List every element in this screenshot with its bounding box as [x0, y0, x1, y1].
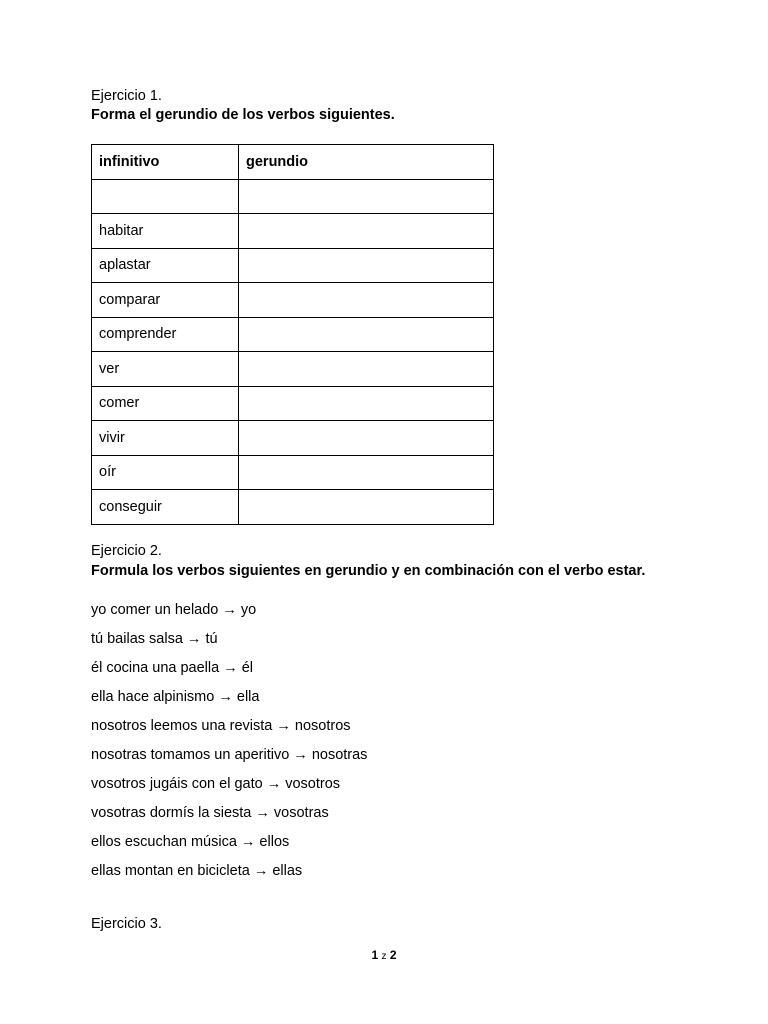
- exercise2-instruction: Formula los verbos siguientes en gerundio y en combinación con el verbo estar.: [91, 563, 646, 579]
- list-item: vosotros jugáis con el gato → vosotros: [91, 776, 341, 792]
- exercise1-instruction: Forma el gerundio de los verbos siguientes.: [91, 107, 395, 123]
- list-item: él cocina una paella → él: [91, 660, 254, 676]
- list-item: nosotros leemos una revista → nosotros: [91, 718, 351, 734]
- page-footer: [0, 947, 768, 965]
- list-item: ellas montan en bicicleta → ellas: [91, 863, 303, 879]
- gerund-cell: [239, 283, 494, 318]
- infinitive-cell: ver: [92, 352, 239, 387]
- infinitive-cell: habitar: [92, 214, 239, 249]
- gerund-cell: [239, 455, 494, 490]
- infinitive-cell: vivir: [92, 421, 239, 456]
- gerund-cell: [239, 386, 494, 421]
- gerund-cell: [239, 248, 494, 283]
- table-row: [92, 214, 494, 249]
- gerund-cell: [239, 421, 494, 456]
- infinitive-cell: comprender: [92, 317, 239, 352]
- infinitive-cell: oír: [92, 455, 239, 490]
- gerund-cell: [239, 317, 494, 352]
- page-number: 1: [371, 948, 379, 962]
- page-separator: z: [381, 951, 387, 962]
- gerund-cell: [239, 352, 494, 387]
- table-row: [92, 490, 494, 525]
- exercise2-title: Ejercicio 2.: [91, 543, 162, 559]
- list-item: ella hace alpinismo → ella: [91, 689, 260, 705]
- infinitive-cell: comer: [92, 386, 239, 421]
- exercise2-list: [91, 599, 367, 889]
- infinitive-cell: aplastar: [92, 248, 239, 283]
- verb-table: [91, 144, 494, 525]
- table-row: [92, 283, 494, 318]
- infinitive-cell: comparar: [92, 283, 239, 318]
- table-row: [92, 248, 494, 283]
- list-item: tú bailas salsa → tú: [91, 631, 218, 647]
- infinitive-cell: [92, 179, 239, 214]
- gerund-cell: [239, 179, 494, 214]
- table-row: [92, 179, 494, 214]
- list-item: yo comer un helado → yo: [91, 602, 257, 618]
- list-item: vosotras dormís la siesta → vosotras: [91, 805, 329, 821]
- list-item: nosotras tomamos un aperitivo → nosotras: [91, 747, 368, 763]
- exercise1-title: Ejercicio 1.: [91, 88, 162, 104]
- gerund-cell: [239, 214, 494, 249]
- table-header-row: [92, 145, 494, 180]
- gerund-cell: [239, 490, 494, 525]
- exercise3-title: Ejercicio 3.: [91, 916, 162, 932]
- table-row: [92, 317, 494, 352]
- list-item: ellos escuchan música → ellos: [91, 834, 290, 850]
- table-row: [92, 421, 494, 456]
- infinitive-cell: conseguir: [92, 490, 239, 525]
- page-total: 2: [389, 948, 397, 962]
- column-header-infinitivo: infinitivo: [92, 145, 239, 180]
- table-row: [92, 352, 494, 387]
- table-row: [92, 386, 494, 421]
- column-header-gerundio: gerundio: [239, 145, 494, 180]
- table-row: [92, 455, 494, 490]
